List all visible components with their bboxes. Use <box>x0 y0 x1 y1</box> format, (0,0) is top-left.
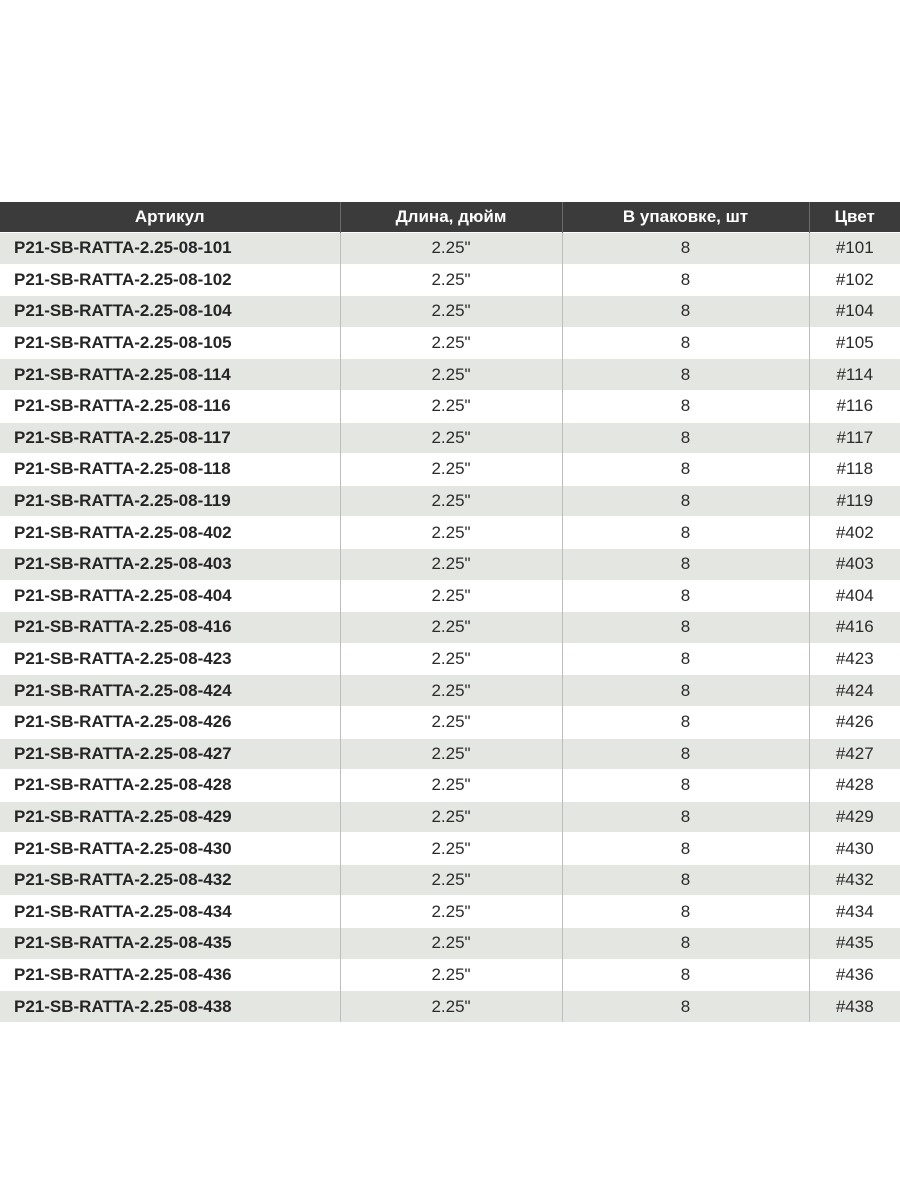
cell-pack-qty: 8 <box>562 454 809 486</box>
cell-color: #426 <box>809 706 900 738</box>
table-row <box>0 833 900 865</box>
cell-color: #429 <box>809 801 900 833</box>
cell-length: 2.25" <box>340 896 562 928</box>
header-row <box>0 202 900 233</box>
cell-pack-qty: 8 <box>562 390 809 422</box>
cell-pack-qty: 8 <box>562 801 809 833</box>
cell-color: #104 <box>809 296 900 328</box>
cell-pack-qty: 8 <box>562 580 809 612</box>
cell-article: P21-SB-RATTA-2.25-08-416 <box>0 612 340 644</box>
cell-length: 2.25" <box>340 833 562 865</box>
cell-pack-qty: 8 <box>562 864 809 896</box>
cell-length: 2.25" <box>340 928 562 960</box>
cell-article: P21-SB-RATTA-2.25-08-423 <box>0 643 340 675</box>
cell-color: #436 <box>809 959 900 991</box>
cell-pack-qty: 8 <box>562 548 809 580</box>
cell-length: 2.25" <box>340 801 562 833</box>
cell-length: 2.25" <box>340 770 562 802</box>
table-row <box>0 580 900 612</box>
cell-length: 2.25" <box>340 738 562 770</box>
cell-article: P21-SB-RATTA-2.25-08-101 <box>0 233 340 265</box>
cell-length: 2.25" <box>340 643 562 675</box>
cell-length: 2.25" <box>340 548 562 580</box>
cell-article: P21-SB-RATTA-2.25-08-436 <box>0 959 340 991</box>
table-row <box>0 454 900 486</box>
table-row <box>0 327 900 359</box>
cell-article: P21-SB-RATTA-2.25-08-402 <box>0 517 340 549</box>
table-row <box>0 422 900 454</box>
cell-color: #416 <box>809 612 900 644</box>
cell-length: 2.25" <box>340 422 562 454</box>
cell-length: 2.25" <box>340 296 562 328</box>
cell-length: 2.25" <box>340 327 562 359</box>
cell-pack-qty: 8 <box>562 738 809 770</box>
table-row <box>0 390 900 422</box>
cell-color: #117 <box>809 422 900 454</box>
cell-length: 2.25" <box>340 233 562 265</box>
cell-article: P21-SB-RATTA-2.25-08-102 <box>0 264 340 296</box>
header-article: Артикул <box>0 202 340 233</box>
cell-length: 2.25" <box>340 675 562 707</box>
cell-color: #116 <box>809 390 900 422</box>
table-row <box>0 991 900 1022</box>
table-row <box>0 770 900 802</box>
table-row <box>0 959 900 991</box>
table-row <box>0 896 900 928</box>
cell-color: #438 <box>809 991 900 1022</box>
table-row <box>0 485 900 517</box>
table-row <box>0 675 900 707</box>
cell-length: 2.25" <box>340 991 562 1022</box>
table-row <box>0 296 900 328</box>
cell-color: #435 <box>809 928 900 960</box>
cell-pack-qty: 8 <box>562 643 809 675</box>
cell-length: 2.25" <box>340 454 562 486</box>
cell-length: 2.25" <box>340 390 562 422</box>
cell-pack-qty: 8 <box>562 959 809 991</box>
cell-color: #424 <box>809 675 900 707</box>
header-pack-qty: В упаковке, шт <box>562 202 809 233</box>
cell-color: #404 <box>809 580 900 612</box>
table-row <box>0 864 900 896</box>
cell-pack-qty: 8 <box>562 296 809 328</box>
cell-article: P21-SB-RATTA-2.25-08-426 <box>0 706 340 738</box>
table-row <box>0 738 900 770</box>
cell-article: P21-SB-RATTA-2.25-08-117 <box>0 422 340 454</box>
cell-pack-qty: 8 <box>562 833 809 865</box>
cell-article: P21-SB-RATTA-2.25-08-430 <box>0 833 340 865</box>
cell-article: P21-SB-RATTA-2.25-08-116 <box>0 390 340 422</box>
cell-pack-qty: 8 <box>562 233 809 265</box>
table-body <box>0 233 900 1022</box>
table-row <box>0 706 900 738</box>
cell-length: 2.25" <box>340 264 562 296</box>
cell-length: 2.25" <box>340 706 562 738</box>
cell-color: #101 <box>809 233 900 265</box>
table-row <box>0 548 900 580</box>
cell-length: 2.25" <box>340 485 562 517</box>
product-table-container <box>0 202 900 1022</box>
cell-article: P21-SB-RATTA-2.25-08-432 <box>0 864 340 896</box>
cell-length: 2.25" <box>340 359 562 391</box>
cell-pack-qty: 8 <box>562 264 809 296</box>
cell-length: 2.25" <box>340 517 562 549</box>
cell-article: P21-SB-RATTA-2.25-08-429 <box>0 801 340 833</box>
cell-pack-qty: 8 <box>562 991 809 1022</box>
cell-article: P21-SB-RATTA-2.25-08-428 <box>0 770 340 802</box>
cell-pack-qty: 8 <box>562 517 809 549</box>
cell-color: #430 <box>809 833 900 865</box>
cell-length: 2.25" <box>340 864 562 896</box>
table-row <box>0 643 900 675</box>
cell-pack-qty: 8 <box>562 928 809 960</box>
table-row <box>0 928 900 960</box>
cell-article: P21-SB-RATTA-2.25-08-403 <box>0 548 340 580</box>
cell-pack-qty: 8 <box>562 359 809 391</box>
cell-article: P21-SB-RATTA-2.25-08-105 <box>0 327 340 359</box>
cell-article: P21-SB-RATTA-2.25-08-438 <box>0 991 340 1022</box>
cell-color: #119 <box>809 485 900 517</box>
cell-color: #427 <box>809 738 900 770</box>
cell-length: 2.25" <box>340 580 562 612</box>
cell-article: P21-SB-RATTA-2.25-08-427 <box>0 738 340 770</box>
cell-color: #428 <box>809 770 900 802</box>
cell-article: P21-SB-RATTA-2.25-08-114 <box>0 359 340 391</box>
table-row <box>0 517 900 549</box>
cell-color: #434 <box>809 896 900 928</box>
table-row <box>0 801 900 833</box>
cell-length: 2.25" <box>340 612 562 644</box>
table-row <box>0 264 900 296</box>
cell-pack-qty: 8 <box>562 896 809 928</box>
cell-article: P21-SB-RATTA-2.25-08-424 <box>0 675 340 707</box>
table-row <box>0 612 900 644</box>
product-table <box>0 202 900 1022</box>
table-row <box>0 233 900 265</box>
cell-article: P21-SB-RATTA-2.25-08-434 <box>0 896 340 928</box>
cell-color: #102 <box>809 264 900 296</box>
cell-article: P21-SB-RATTA-2.25-08-104 <box>0 296 340 328</box>
cell-pack-qty: 8 <box>562 327 809 359</box>
cell-article: P21-SB-RATTA-2.25-08-435 <box>0 928 340 960</box>
cell-pack-qty: 8 <box>562 422 809 454</box>
cell-color: #114 <box>809 359 900 391</box>
table-row <box>0 359 900 391</box>
cell-pack-qty: 8 <box>562 675 809 707</box>
cell-color: #432 <box>809 864 900 896</box>
cell-pack-qty: 8 <box>562 612 809 644</box>
cell-article: P21-SB-RATTA-2.25-08-118 <box>0 454 340 486</box>
table-header <box>0 202 900 233</box>
cell-color: #423 <box>809 643 900 675</box>
header-length: Длина, дюйм <box>340 202 562 233</box>
cell-length: 2.25" <box>340 959 562 991</box>
cell-color: #118 <box>809 454 900 486</box>
cell-pack-qty: 8 <box>562 770 809 802</box>
cell-article: P21-SB-RATTA-2.25-08-119 <box>0 485 340 517</box>
cell-article: P21-SB-RATTA-2.25-08-404 <box>0 580 340 612</box>
cell-pack-qty: 8 <box>562 706 809 738</box>
cell-color: #403 <box>809 548 900 580</box>
cell-pack-qty: 8 <box>562 485 809 517</box>
cell-color: #105 <box>809 327 900 359</box>
cell-color: #402 <box>809 517 900 549</box>
header-color: Цвет <box>809 202 900 233</box>
